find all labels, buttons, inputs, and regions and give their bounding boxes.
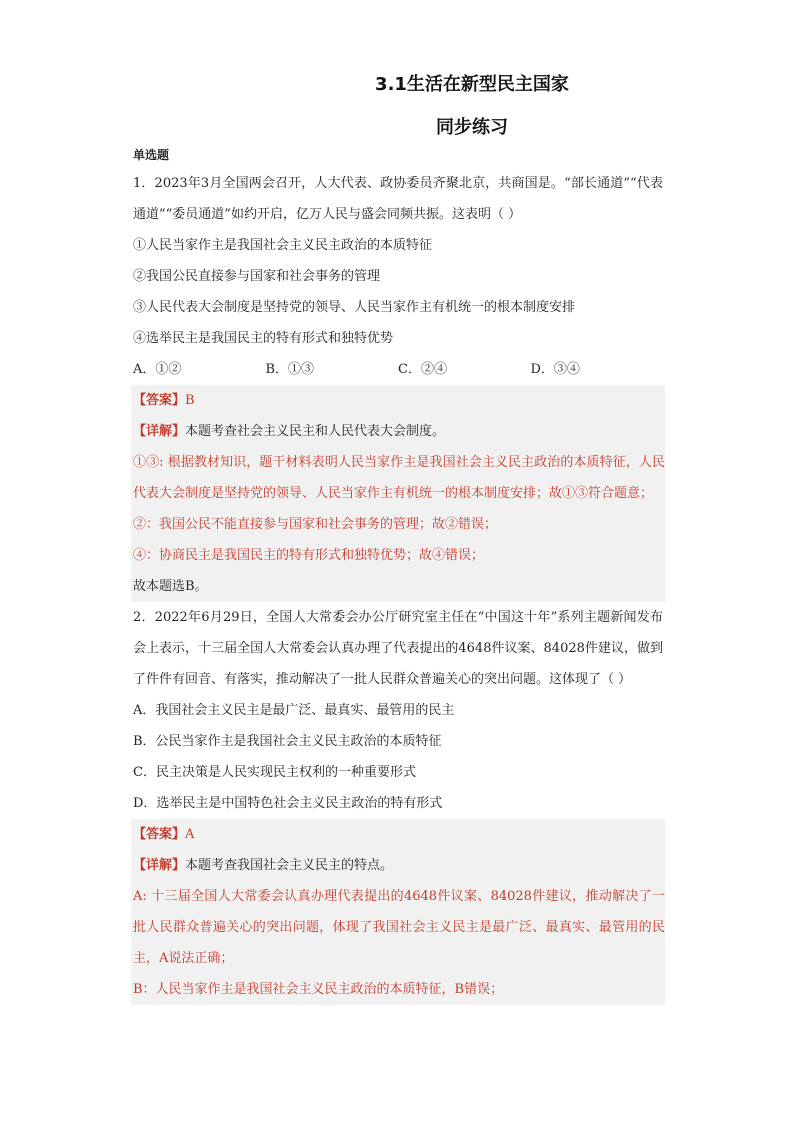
answer-tag: 【答案】 <box>133 827 186 842</box>
question-1-answer <box>133 385 665 416</box>
detail-tag: 【详解】 <box>133 858 186 873</box>
question-1-options <box>133 354 663 385</box>
question-2-option-b[interactable]: B．公民当家作主是我国社会主义民主政治的本质特征 <box>133 734 442 749</box>
answer-value: A <box>185 827 195 842</box>
question-1-option-b[interactable]: B．①③ <box>265 362 315 377</box>
question-2-answer <box>133 819 665 850</box>
question-2-stem: 2．2022年6月29日，全国人大常委会办公厅研究室主任在“中国这十年”系列主题新闻发布会上表示，十三届全国人大常委会认真办理了代表提出的4648件议案、84028件建议，做到了件件有回音、有落实，推动解决了一批人民群众普遍关心的突出问题。这体现了（ ） <box>133 610 663 687</box>
question-1-answer-block <box>131 385 665 602</box>
detail-text: 本题考查社会主义民主和人民代表大会制度。 <box>185 424 446 439</box>
document-title: 3.1生活在新型民主国家 <box>375 74 569 95</box>
question-1-statement-1: ①人民当家作主是我国社会主义民主政治的本质特征 <box>133 238 433 253</box>
question-2-answer-block <box>131 819 665 1005</box>
question-1-statement-3: ③人民代表大会制度是坚持党的领导、人民当家作主有机统一的根本制度安排 <box>133 300 576 315</box>
question-1-option-c[interactable]: C．②④ <box>398 362 447 377</box>
detail-text: 本题考查我国社会主义民主的特点。 <box>185 858 394 873</box>
answer-value: B <box>185 393 195 408</box>
question-1-option-d[interactable]: D．③④ <box>530 362 580 377</box>
question-1-stem: 1．2023年3月全国两会召开，人大代表、政协委员齐聚北京，共商国是。“部长通道”“代表通道”“委员通道”如约开启，亿万人民与盛会同频共振。这表明（ ） <box>133 176 663 222</box>
question-1-explanation-3: ④：协商民主是我国民主的特有形式和独特优势；故④错误； <box>133 548 485 563</box>
question-2-option-a[interactable]: A．我国社会主义民主是最广泛、最真实、最管用的民主 <box>133 703 455 718</box>
question-2-detail <box>133 850 665 881</box>
question-1-explanation-1: ①③: 根据教材知识，题干材料表明人民当家作主是我国社会主义民主政治的本质特征，人民代表大会制度是坚持党的领导、人民当家作主有机统一的根本制度安排；故①③符合题意； <box>133 455 665 501</box>
detail-tag: 【详解】 <box>133 424 186 439</box>
question-2-option-d[interactable]: D．选举民主是中国特色社会主义民主政治的特有形式 <box>133 796 443 811</box>
question-2-explanation-2: B：人民当家作主是我国社会主义民主政治的本质特征，B错误； <box>133 982 504 997</box>
document-subtitle: 同步练习 <box>436 117 508 138</box>
question-2-explanation-1: A: 十三届全国人大常委会认真办理代表提出的4648件议案、84028件建议，推动解决了一批人民群众普遍关心的突出问题，体现了我国社会主义民主是最广泛、最真实、最管用的民主，A说法正确； <box>133 889 665 966</box>
question-1-conclusion: 故本题选B。 <box>133 579 208 594</box>
question-1-option-a[interactable]: A．①② <box>133 362 182 377</box>
section-heading: 单选题 <box>133 148 170 162</box>
question-1-statement-2: ②我国公民直接参与国家和社会事务的管理 <box>133 269 381 284</box>
question-1-explanation-2: ②：我国公民不能直接参与国家和社会事务的管理；故②错误； <box>133 517 498 532</box>
question-1-statement-4: ④选举民主是我国民主的特有形式和独特优势 <box>133 331 394 346</box>
questions-body <box>133 168 663 1005</box>
question-1-detail <box>133 416 665 447</box>
answer-tag: 【答案】 <box>133 393 186 408</box>
question-2-option-c[interactable]: C．民主决策是人民实现民主权利的一种重要形式 <box>133 765 416 780</box>
